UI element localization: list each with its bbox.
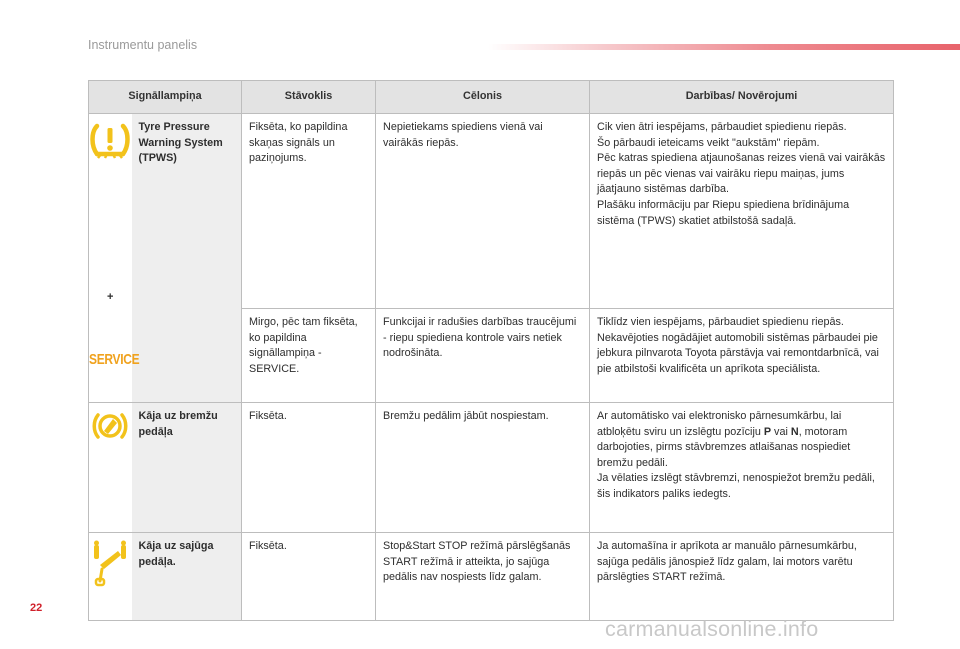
icon-cell-brake [89, 403, 132, 533]
warning-lights-table [88, 80, 894, 621]
icon-cell-clutch [89, 533, 132, 621]
header-actions: Darbības/ Novērojumi [590, 81, 894, 114]
tpws-state-2: Mirgo, pēc tam fiksēta, ko papildina signāllampiņa - SERVICE. [242, 309, 376, 403]
tpws-actions-2: Tiklīdz vien iespējams, pārbaudiet spiedienu riepās. Nekavējoties nogādājiet automobili sistēmas pārbaudei pie jebkura pilnvarota Toyota pārstāvja vai remontdarbnīcā, vai pie atbilstoši kvalificēta un aprīkota speciālista. [590, 309, 894, 403]
table-row [89, 403, 894, 533]
clutch-pedal-icon [90, 539, 130, 587]
tpws-state-1: Fiksēta, ko papildina skaņas signāls un paziņojums. [242, 114, 376, 309]
tpws-cause-1: Nepietiekams spiediens vienā vai vairākās riepās. [376, 114, 590, 309]
tpws-actions-1 [590, 114, 894, 309]
plus-sign: + [107, 291, 114, 303]
brake-name: Kāja uz bremžu pedāļa [132, 403, 242, 533]
tpws-name: Tyre Pressure Warning System (TPWS) [132, 114, 242, 403]
header-accent-rule [488, 44, 960, 50]
clutch-state: Fiksēta. [242, 533, 376, 621]
header-signal-light: Signāllampiņa [89, 81, 242, 114]
brake-state: Fiksēta. [242, 403, 376, 533]
table-header-row [89, 81, 894, 114]
tpws-action-line: Pēc katras spiediena atjaunošanas reizes vienā vai vairākās riepās un pēc vienas vai vairāku riepu maiņas, jums jāatjauno sistēmas darbība. [597, 152, 886, 196]
watermark: carmanualsonline.info [605, 617, 819, 641]
clutch-cause: Stop&Start STOP režīmā pārslēgšanās START režīmā ir atteikta, jo sajūga pedālis nav nospiests līdz galam. [376, 533, 590, 621]
brake-action-line: Ar automātisko vai elektronisko pārnesumkārbu, lai atbloķētu sviru un izslēgtu pozīciju P vai N, motoram darbojoties, pirms stāvbremzes atlaišanas nospiediet bremžu pedāli. [597, 410, 851, 469]
tire-pressure-warning-icon [89, 118, 131, 162]
icon-cell-tpws [89, 114, 140, 403]
brake-actions [590, 403, 894, 533]
table-row [89, 533, 894, 621]
clutch-actions: Ja automašīna ir aprīkota ar manuālo pārnesumkārbu, sajūga pedālis jānospiež līdz galam, lai motors varētu pārslēgties START režīmā. [590, 533, 894, 621]
header-state: Stāvoklis [242, 81, 376, 114]
tpws-action-line: Cik vien ātri iespējams, pārbaudiet spiedienu riepās. [597, 121, 847, 133]
tpws-cause-2: Funkcijai ir radušies darbības traucējumi - riepu spiediena kontrole vairs netiek nodrošināta. [376, 309, 590, 403]
tpws-action-line: Plašāku informāciju par Riepu spiediena brīdinājuma sistēma (TPWS) skatiet atbilstošā sadaļā. [597, 198, 850, 227]
service-icon: SERVICE [89, 350, 140, 368]
table-row [89, 114, 894, 309]
page-number: 22 [30, 602, 43, 614]
brake-pedal-icon [91, 409, 129, 443]
brake-cause: Bremžu pedālim jābūt nospiestam. [376, 403, 590, 533]
brake-action-line: Ja vēlaties izslēgt stāvbremzi, nenospiežot bremžu pedāli, šis indikators paliks iedegts. [597, 472, 875, 500]
tpws-action-line: Šo pārbaudi ieteicams veikt "aukstām" riepām. [597, 136, 820, 149]
running-title: Instrumentu panelis [88, 38, 198, 52]
header-cause: Cēlonis [376, 81, 590, 114]
clutch-name: Kāja uz sajūga pedāļa. [132, 533, 242, 621]
